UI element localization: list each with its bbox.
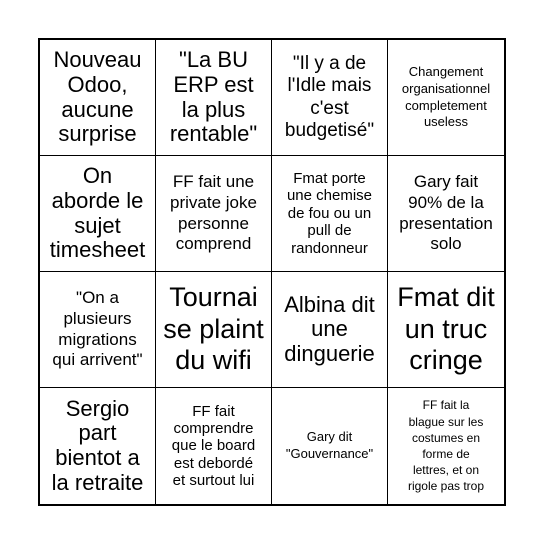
bingo-board bbox=[38, 38, 506, 506]
bingo-cell-r3-c1[interactable] bbox=[40, 272, 156, 388]
bingo-cell-text: FF fait la blague sur les costumes en forme de lettres, et on rigole pas trop bbox=[407, 398, 485, 494]
bingo-cell-r3-c3[interactable] bbox=[272, 272, 388, 388]
bingo-cell-r1-c4[interactable] bbox=[388, 40, 504, 156]
bingo-cell-r4-c2[interactable] bbox=[156, 388, 272, 504]
bingo-cell-text: Albina dit une dinguerie bbox=[284, 291, 375, 366]
bingo-cell-text: Sergio part bientot a la retraite bbox=[51, 395, 144, 495]
bingo-cell-r3-c2[interactable] bbox=[156, 272, 272, 388]
bingo-cell-text: Gary dit "Gouvernance" bbox=[285, 429, 374, 461]
bingo-cell-text: Fmat porte une chemise de fou ou un pull de randonneur bbox=[286, 170, 373, 257]
bingo-cell-r1-c3[interactable] bbox=[272, 40, 388, 156]
bingo-cell-r4-c4[interactable] bbox=[388, 388, 504, 504]
bingo-cell-text: Nouveau Odoo, aucune surprise bbox=[53, 47, 142, 147]
bingo-cell-r2-c2[interactable] bbox=[156, 156, 272, 272]
bingo-cell-r1-c2[interactable] bbox=[156, 40, 272, 156]
bingo-cell-r2-c3[interactable] bbox=[272, 156, 388, 272]
bingo-cell-text: Fmat dit un truc cringe bbox=[397, 281, 495, 376]
bingo-cell-r4-c1[interactable] bbox=[40, 388, 156, 504]
bingo-cell-text: Changement organisationnel completement useless bbox=[401, 64, 491, 130]
bingo-cell-r1-c1[interactable] bbox=[40, 40, 156, 156]
bingo-cell-r3-c4[interactable] bbox=[388, 272, 504, 388]
bingo-cell-text: FF fait une private joke personne comprend bbox=[170, 172, 257, 254]
bingo-cell-text: FF fait comprendre que le board est debordé et surtout lui bbox=[171, 402, 256, 490]
bingo-cell-text: Tournai se plaint du wifi bbox=[163, 281, 264, 376]
bingo-cell-text: "La BU ERP est la plus rentable" bbox=[169, 47, 258, 147]
bingo-cell-r2-c4[interactable] bbox=[388, 156, 504, 272]
bingo-cell-text: "Il y a de l'Idle mais c'est budgetisé" bbox=[284, 53, 375, 141]
bingo-cell-r4-c3[interactable] bbox=[272, 388, 388, 504]
bingo-cell-text: "On a plusieurs migrations qui arrivent" bbox=[52, 288, 143, 370]
bingo-cell-r2-c1[interactable] bbox=[40, 156, 156, 272]
bingo-cell-text: Gary fait 90% de la presentation solo bbox=[399, 172, 493, 254]
bingo-cell-text: On aborde le sujet timesheet bbox=[49, 163, 146, 263]
